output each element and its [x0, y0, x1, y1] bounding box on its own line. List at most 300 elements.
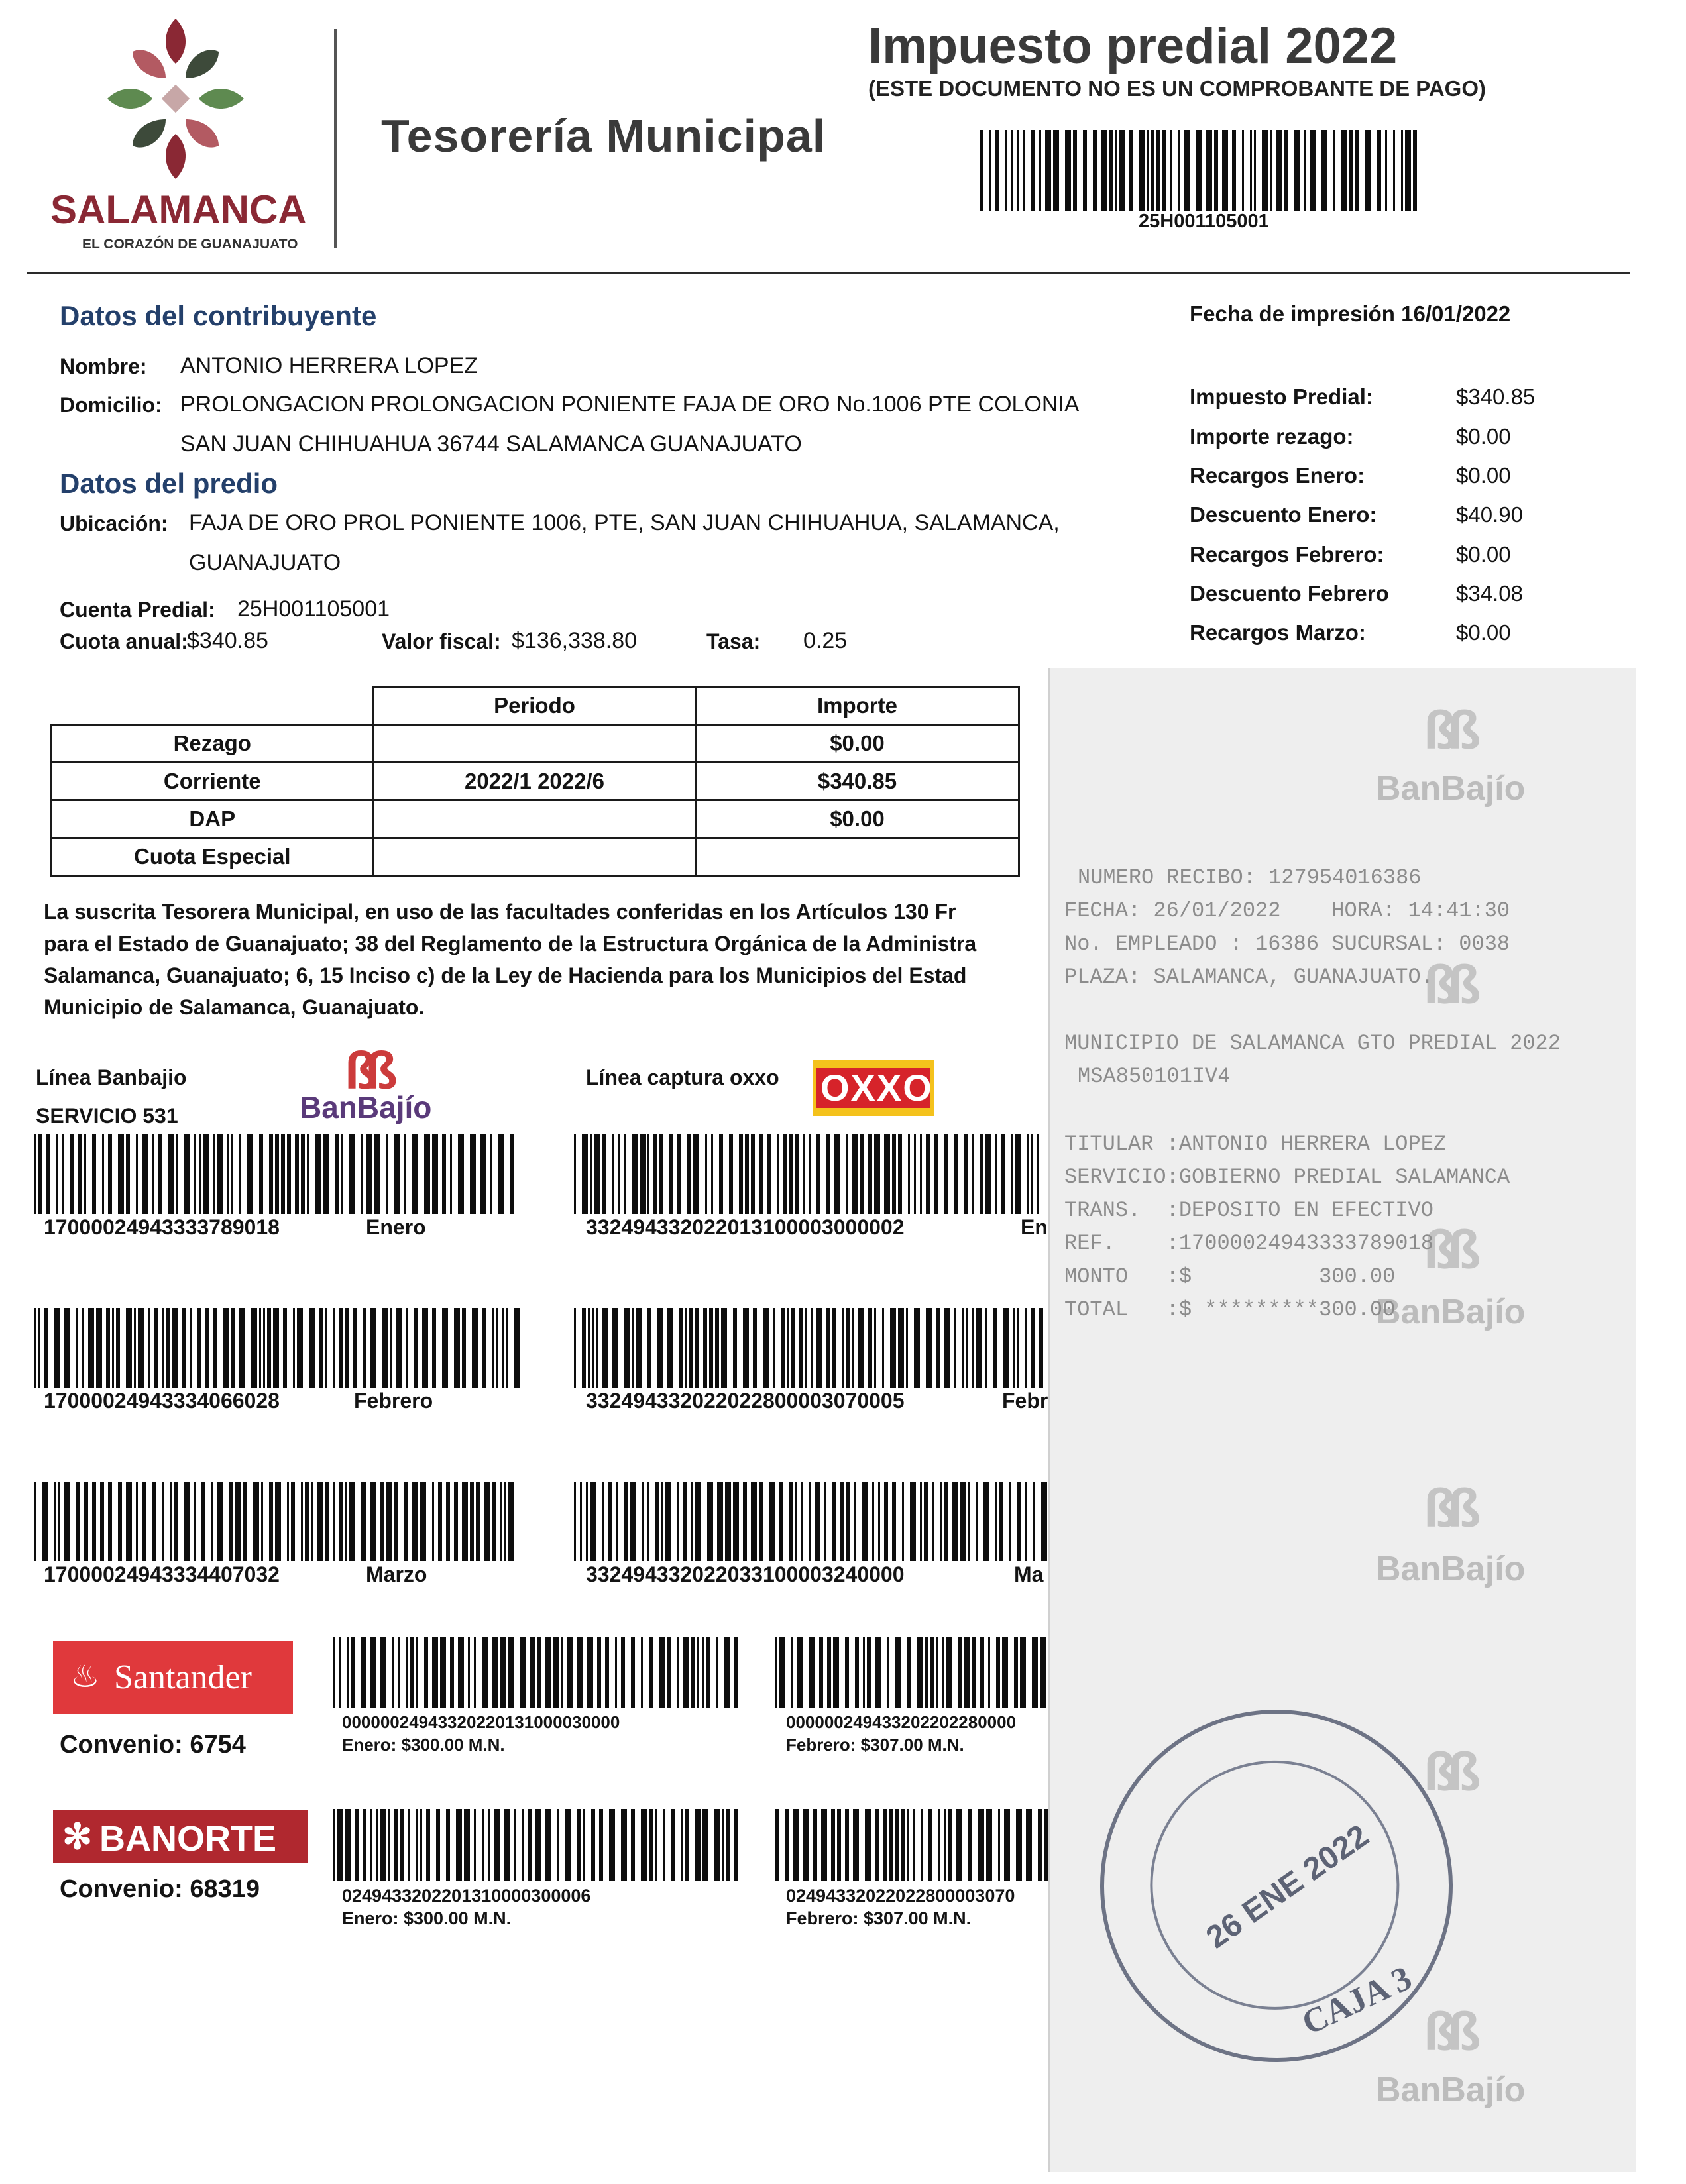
barcode-bar [335, 1134, 339, 1214]
barcode-bar [353, 1308, 357, 1388]
barcode-bar [703, 1308, 707, 1388]
barcode-bar [649, 1809, 653, 1881]
barcode-bar [759, 1482, 763, 1561]
barcode-bar [739, 1134, 743, 1214]
barcode-bar [42, 1482, 48, 1561]
banbajio-watermark: BanBajío [1376, 769, 1526, 808]
barcode-bar [1065, 130, 1071, 211]
barcode-bar [733, 1482, 739, 1561]
table-header-periodo: Periodo [373, 687, 696, 725]
barcode-bar [783, 1134, 787, 1214]
barcode-bar [745, 1134, 749, 1214]
barcode-bar [624, 1134, 626, 1214]
barcode-bar [404, 1482, 408, 1561]
barcode-bar [106, 1308, 110, 1388]
barcode-bar [315, 1134, 321, 1214]
table-row [52, 838, 1019, 876]
fecha-impresion [1190, 301, 1510, 327]
barcode-bar [1270, 130, 1272, 211]
barcode-bar [805, 1308, 807, 1388]
barcode-bar [920, 1134, 922, 1214]
barcode-bar [884, 1134, 890, 1214]
barcode-bar [1294, 130, 1300, 211]
barcode-bar [855, 1637, 859, 1708]
barcode-bar [1005, 130, 1007, 211]
barcode-bar [565, 1809, 571, 1881]
barcode-bar [1020, 1637, 1026, 1708]
barcode-bar [980, 1637, 984, 1708]
receipt-line: TITULAR :ANTONIO HERRERA LOPEZ [1064, 1132, 1447, 1156]
barcode-bar [986, 1809, 992, 1881]
barcode-bar [126, 1134, 130, 1214]
barcode-bar [370, 1482, 376, 1561]
barcode-bar [1026, 1809, 1032, 1881]
domicilio-label: Domicilio: [60, 393, 162, 417]
banorte-amount: Febrero: $307.00 M.N. [786, 1908, 972, 1928]
barcode-bar [707, 1482, 713, 1561]
barcode-bar [821, 1809, 827, 1881]
barcode-bar [883, 1809, 887, 1881]
barcode-bar [840, 1482, 844, 1561]
barcode-bar [846, 1134, 848, 1214]
barcode-bar [1377, 130, 1381, 211]
oxxo-barcode [574, 1134, 1048, 1214]
legal-line: para el Estado de Guanajuato; 38 del Reglamento de la Estructura Orgánica de la Administra [44, 932, 977, 956]
barcode-bar [345, 1482, 347, 1561]
barcode-bar [82, 1308, 84, 1388]
barcode-bar [647, 1308, 651, 1388]
table-header-empty [52, 687, 374, 725]
barcode-bar [621, 1637, 625, 1708]
barcode-bar [504, 1809, 510, 1881]
barcode-bar [84, 1134, 86, 1214]
barcode-bar [824, 1482, 826, 1561]
barcode-bar [612, 1134, 614, 1214]
barcode-bar [307, 1134, 309, 1214]
barcode-bar [1009, 1482, 1011, 1561]
barcode-bar [363, 1308, 366, 1388]
barcode-bar [590, 1134, 592, 1214]
barcode-bar [789, 1134, 793, 1214]
barcode-bar [251, 1308, 257, 1388]
barcode-bar [998, 1809, 1000, 1881]
barcode-bar [914, 1308, 920, 1388]
oxxo-month: En [1021, 1215, 1048, 1239]
barcode-bar [867, 1637, 871, 1708]
barcode-bar [925, 1637, 928, 1708]
cuenta-predial-value: 25H001105001 [237, 596, 390, 622]
barcode-bar [92, 1482, 96, 1561]
barcode-bar [239, 1134, 241, 1214]
barcode-bar [62, 1134, 64, 1214]
barcode-bar [1349, 130, 1353, 211]
santander-code: 00000024943320220131000030000 [342, 1712, 620, 1732]
barcode-bar [386, 1482, 392, 1561]
barcode-bar [436, 1809, 440, 1881]
fecha-impresion-value: 16/01/2022 [1401, 301, 1511, 326]
barcode-bar [38, 1308, 40, 1388]
barcode-bar [420, 1809, 422, 1881]
barcode-bar [819, 1637, 823, 1708]
barcode-bar [319, 1308, 323, 1388]
barcode-bar [76, 1308, 78, 1388]
barcode-bar [852, 1308, 854, 1388]
barcode-bar [995, 130, 999, 211]
barcode-bar [269, 1482, 273, 1561]
barcode-bar [624, 1482, 628, 1561]
barcode-bar [687, 1134, 691, 1214]
barcode-bar [599, 1809, 603, 1881]
oxxo-month: Febr [1002, 1389, 1048, 1413]
barcode-bar [809, 1134, 811, 1214]
barcode-bar [1023, 130, 1025, 211]
barcode-bar [1242, 130, 1244, 211]
barcode-bar [1039, 130, 1041, 211]
header-barcode-code: 25H001105001 [1139, 211, 1269, 232]
barcode-bar [1017, 1482, 1021, 1561]
barcode-bar [751, 1482, 757, 1561]
barcode-bar [432, 1134, 438, 1214]
barcode-bar [458, 1134, 464, 1214]
barcode-bar [46, 1134, 50, 1214]
barcode-bar [349, 1482, 355, 1561]
barcode-bar [162, 1308, 164, 1388]
barcode-bar [545, 1637, 551, 1708]
barcode-bar [339, 1308, 343, 1388]
barcode-bar [775, 1809, 779, 1881]
barcode-bar [890, 1308, 896, 1388]
barcode-bar [685, 1308, 687, 1388]
barcode-bar [590, 1482, 596, 1561]
barcode-bar [875, 1637, 881, 1708]
barcode-bar [390, 1308, 392, 1388]
summary-value: $340.85 [1456, 384, 1536, 409]
santander-code: 000000249433202202280000 [786, 1712, 1017, 1732]
barcode-bar [1184, 130, 1190, 211]
barcode-bar [424, 1134, 430, 1214]
barcode-bar [954, 1308, 956, 1388]
barcode-bar [632, 1134, 638, 1214]
table-header-row [52, 687, 1019, 725]
contribuyente-heading: Datos del contribuyente [60, 300, 377, 331]
summary-value: $40.90 [1456, 502, 1523, 527]
barcode-bar [530, 1637, 535, 1708]
barcode-bar [508, 1482, 514, 1561]
barcode-bar [636, 1308, 642, 1388]
barcode-bar [793, 1809, 799, 1881]
barcode-bar [361, 1482, 366, 1561]
barcode-bar [948, 1809, 952, 1881]
barcode-bar [827, 1637, 831, 1708]
barcode-bar [1038, 1809, 1042, 1881]
barcode-bar [889, 1809, 893, 1881]
barcode-bar [345, 1308, 349, 1388]
barcode-bar [1365, 130, 1371, 211]
barcode-bar [734, 1809, 738, 1881]
barcode-bar [34, 1482, 36, 1561]
barcode-bar [492, 1308, 494, 1388]
barcode-bar [514, 1809, 516, 1881]
header-divider [334, 29, 337, 248]
barcode-bar [882, 1308, 884, 1388]
barcode-bar [602, 1308, 608, 1388]
barcode-bar [586, 1482, 588, 1561]
table-row [52, 725, 1019, 763]
table-cell: Rezago [52, 725, 374, 763]
barcode-bar [231, 1308, 235, 1388]
barcode-bar [394, 1809, 398, 1881]
barcode-bar [826, 1308, 830, 1388]
barcode-bar [380, 1482, 384, 1561]
barcode-bar [853, 1809, 859, 1881]
barcode-bar [706, 1637, 710, 1708]
barcode-bar [608, 1482, 612, 1561]
barcode-bar [1310, 130, 1316, 211]
barcode-bar [450, 1637, 454, 1708]
barcode-bar [408, 1809, 410, 1881]
barcode-bar [118, 1482, 122, 1561]
barcode-bar [789, 1482, 793, 1561]
banorte-amount: Enero: $300.00 M.N. [342, 1908, 512, 1928]
santander-logo: Santander [114, 1659, 252, 1696]
barcode-bar [398, 1637, 400, 1708]
barcode-bar [1083, 130, 1087, 211]
barcode-bar [325, 1482, 329, 1561]
barcode-bar [223, 1308, 229, 1388]
barcode-bar [396, 1308, 402, 1388]
barcode-bar [64, 1308, 70, 1388]
banbajio-watermark: BanBajío [1376, 1550, 1526, 1588]
barcode-bar [376, 1809, 378, 1881]
barcode-bar [1393, 130, 1395, 211]
barcode-bar [474, 1637, 476, 1708]
barcode-bar [211, 1482, 213, 1561]
barcode-bar [190, 1308, 192, 1388]
barcode-bar [781, 1308, 785, 1388]
barcode-bar [154, 1308, 158, 1388]
barcode-bar [1025, 1482, 1027, 1561]
barcode-bar [88, 1308, 94, 1388]
barcode-bar [854, 1482, 856, 1561]
summary-value: $0.00 [1456, 424, 1511, 449]
barcode-bar [1011, 1134, 1013, 1214]
summary-value: $34.08 [1456, 581, 1523, 606]
banorte-logo: BANORTE [99, 1819, 276, 1859]
barcode-bar [456, 1809, 462, 1881]
barcode-bar [263, 1308, 265, 1388]
table-row [52, 800, 1019, 838]
barcode-bar [868, 1134, 872, 1214]
barcode-bar [537, 1637, 541, 1708]
santander-amount: Enero: $300.00 M.N. [342, 1735, 505, 1755]
table-cell: Cuota Especial [52, 838, 374, 876]
barcode-bar [420, 1482, 426, 1561]
barcode-bar [422, 1308, 428, 1388]
ubicacion-line-1: FAJA DE ORO PROL PONIENTE 1006, PTE, SAN JUAN CHIHUAHUA, SALAMANCA, [189, 510, 1060, 535]
barcode-bar [1355, 130, 1359, 211]
barcode-bar [1284, 130, 1288, 211]
banbajio-watermark-icon: ßß [1424, 955, 1472, 1015]
barcode-bar [297, 1308, 303, 1388]
barcode-bar [400, 1809, 404, 1881]
barcode-bar [339, 1482, 343, 1561]
barcode-bar [370, 1308, 376, 1388]
barcode-bar [968, 1809, 972, 1881]
barcode-bar [711, 1134, 713, 1214]
barcode-bar [462, 1482, 468, 1561]
barcode-bar [108, 1482, 112, 1561]
barcode-bar [669, 1134, 673, 1214]
barcode-bar [38, 1134, 42, 1214]
summary-label: Impuesto Predial: [1190, 384, 1373, 409]
barcode-bar [852, 1134, 858, 1214]
barcode-bar [1093, 130, 1097, 211]
barcode-bar [174, 1482, 178, 1561]
barcode-bar [1073, 130, 1077, 211]
barcode-bar [557, 1809, 559, 1881]
barcode-bar [273, 1308, 279, 1388]
barcode-bar [317, 1482, 323, 1561]
barcode-bar [229, 1482, 233, 1561]
barcode-bar [44, 1308, 48, 1388]
barcode-bar [837, 1809, 841, 1881]
barcode-bar [56, 1134, 58, 1214]
barcode-bar [152, 1134, 154, 1214]
barcode-bar [954, 1134, 958, 1214]
barcode-bar [1222, 130, 1228, 211]
banbajio-servicio: SERVICIO 531 [36, 1104, 178, 1128]
barcode-bar [201, 1482, 205, 1561]
barcode-bar [1129, 130, 1133, 211]
barcode-bar [743, 1482, 747, 1561]
barcode-bar [1037, 1134, 1039, 1214]
barcode-bar [235, 1482, 241, 1561]
table-cell: $340.85 [696, 763, 1019, 800]
banorte-barcode [775, 1809, 1048, 1881]
barcode-bar [472, 1308, 478, 1388]
barcode-bar [1405, 130, 1411, 211]
barcode-bar [496, 1308, 498, 1388]
barcode-bar [176, 1134, 178, 1214]
barcode-bar [213, 1308, 217, 1388]
barcode-bar [958, 1637, 962, 1708]
document-title: Impuesto predial 2022 [868, 18, 1398, 74]
barcode-bar [833, 1637, 839, 1708]
barcode-bar [655, 1482, 659, 1561]
stamp-caja: CAJA 3 [1296, 1959, 1418, 2043]
barcode-bar [964, 1637, 970, 1708]
barcode-bar [406, 1637, 408, 1708]
barcode-bar [184, 1134, 190, 1214]
barcode-bar [1041, 1482, 1047, 1561]
nombre-label: Nombre: [60, 355, 147, 378]
barcode-bar [1385, 130, 1387, 211]
barcode-bar [142, 1134, 148, 1214]
barcode-bar [247, 1134, 253, 1214]
domicilio-line-1: PROLONGACION PROLONGACION PONIENTE FAJA DE ORO No.1006 PTE COLONIA [180, 392, 1080, 417]
barcode-bar [492, 1637, 498, 1708]
barcode-bar [724, 1637, 730, 1708]
barcode-bar [1178, 130, 1180, 211]
banorte-convenio: Convenio: 68319 [60, 1875, 260, 1903]
barcode-bar [184, 1482, 190, 1561]
barcode-bar [442, 1308, 448, 1388]
barcode-bar [446, 1482, 450, 1561]
barcode-bar [993, 1308, 997, 1388]
document-notice: (ESTE DOCUMENTO NO ES UN COMPROBANTE DE PAGO) [868, 76, 1486, 101]
summary-value: $0.00 [1456, 463, 1511, 488]
barcode-bar [661, 1482, 663, 1561]
barcode-bar [182, 1308, 186, 1388]
barcode-bar [920, 1482, 922, 1561]
barcode-bar [1401, 130, 1403, 211]
barcode-bar [989, 130, 991, 211]
receipt-line: REF. :17000024943333789018 [1064, 1231, 1433, 1256]
table-cell [696, 838, 1019, 876]
barcode-bar [458, 1637, 464, 1708]
barcode-bar [380, 1637, 386, 1708]
barcode-bar [1031, 1134, 1033, 1214]
barcode-bar [809, 1482, 811, 1561]
barcode-bar [577, 1637, 583, 1708]
barcode-bar [510, 1134, 514, 1214]
barcode-bar [1139, 130, 1145, 211]
tasa-label: Tasa: [706, 629, 761, 653]
barcode-bar [217, 1482, 223, 1561]
barcode-bar [667, 1308, 673, 1388]
barcode-bar [199, 1134, 201, 1214]
barcode-bar [416, 1637, 418, 1708]
barcode-bar [596, 1308, 598, 1388]
barcode-bar [831, 1809, 835, 1881]
receipt-line: TOTAL :$ *********300.00 [1064, 1297, 1396, 1322]
barcode-bar [624, 1308, 630, 1388]
barcode-bar [34, 1134, 36, 1214]
valor-fiscal-value: $136,338.80 [512, 628, 638, 653]
barcode-bar [609, 1809, 615, 1881]
barcode-bar [1011, 130, 1013, 211]
barcode-bar [631, 1809, 635, 1881]
barcode-bar [504, 1482, 506, 1561]
barcode-bar [355, 1809, 359, 1881]
barcode-bar [995, 1134, 997, 1214]
barcode-bar [1025, 1308, 1027, 1388]
barcode-bar [683, 1482, 687, 1561]
barcode-bar [561, 1637, 563, 1708]
barcode-bar [333, 1809, 335, 1881]
cuota-anual-value: $340.85 [187, 628, 268, 653]
barcode-bar [995, 1482, 997, 1561]
barcode-bar [719, 1134, 723, 1214]
barcode-bar [470, 1482, 474, 1561]
legal-paragraph [44, 896, 1044, 1023]
barcode-bar [663, 1809, 665, 1881]
barcode-bar [374, 1134, 380, 1214]
barcode-bar [58, 1482, 60, 1561]
barcode-bar [194, 1134, 196, 1214]
banbajio-code: 17000024943334066028 [44, 1389, 280, 1413]
barcode-bar [695, 1482, 701, 1561]
barcode-bar [291, 1482, 295, 1561]
barcode-bar [567, 1637, 573, 1708]
banorte-star-icon: ✻ [62, 1817, 93, 1857]
barcode-bar [715, 1308, 719, 1388]
barcode-bar [1045, 130, 1051, 211]
barcode-bar [773, 1308, 775, 1388]
barcode-bar [683, 1637, 689, 1708]
barcode-bar [394, 1482, 398, 1561]
barcode-bar [500, 1637, 506, 1708]
